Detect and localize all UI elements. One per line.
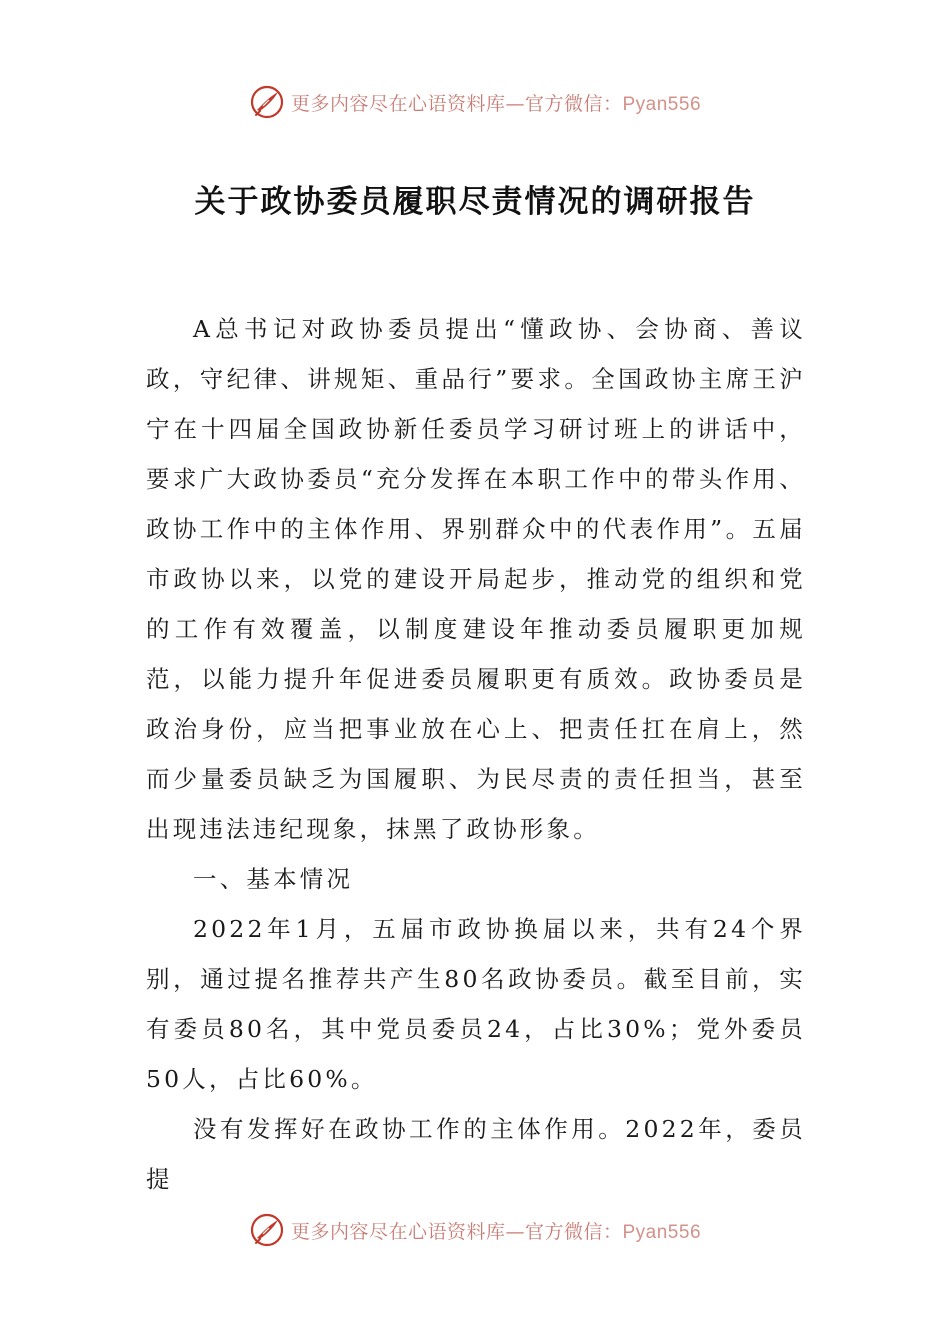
watermark-text: 更多内容尽在心语资料库—官方微信：Pyan556: [290, 92, 702, 115]
paragraph-main-role: 没有发挥好在政协工作的主体作用。2022年，委员提: [146, 1115, 806, 1193]
paragraph-basic-situation: 2022年1月，五届市政协换届以来，共有24个界别，通过提名推荐共产生80名政协委员。截至目前，实有委员80名，其中党员委员24，占比30%；党外委员50人，占比60%。: [146, 915, 806, 1093]
watermark-banner-top: [0, 80, 950, 124]
watermark-text: 更多内容尽在心语资料库—官方微信：Pyan556: [290, 1220, 702, 1243]
paragraph-intro: A总书记对政协委员提出“懂政协、会协商、善议政，守纪律、讲规矩、重品行”要求。全国政协主席王沪宁在十四届全国政协新任委员学习研讨班上的讲话中，要求广大政协委员“充分发挥在本职工作中的带头作用、政协工作中的主体作用、界别群众中的代表作用”。五届市政协以来，以党的建设开局起步，推动党的组织和党的工作有效覆盖，以制度建设年推动委员履职更加规范，以能力提升年促进委员履职更有质效。政协委员是政治身份，应当把事业放在心上、把责任扛在肩上，然而少量委员缺乏为国履职、为民尽责的责任担当，甚至出现违法违纪现象，抹黑了政协形象。: [146, 315, 806, 843]
quill-pen-logo-icon: [249, 1212, 285, 1248]
wechat-id: Pyan556: [622, 93, 702, 115]
document-body: [146, 304, 806, 1204]
section-heading-basic-situation: 一、基本情况: [193, 865, 354, 893]
wechat-id: Pyan556: [622, 1221, 702, 1243]
watermark-banner-bottom: [0, 1208, 950, 1252]
quill-pen-logo-icon: [249, 84, 285, 120]
document-title: 关于政协委员履职尽责情况的调研报告: [194, 184, 756, 220]
